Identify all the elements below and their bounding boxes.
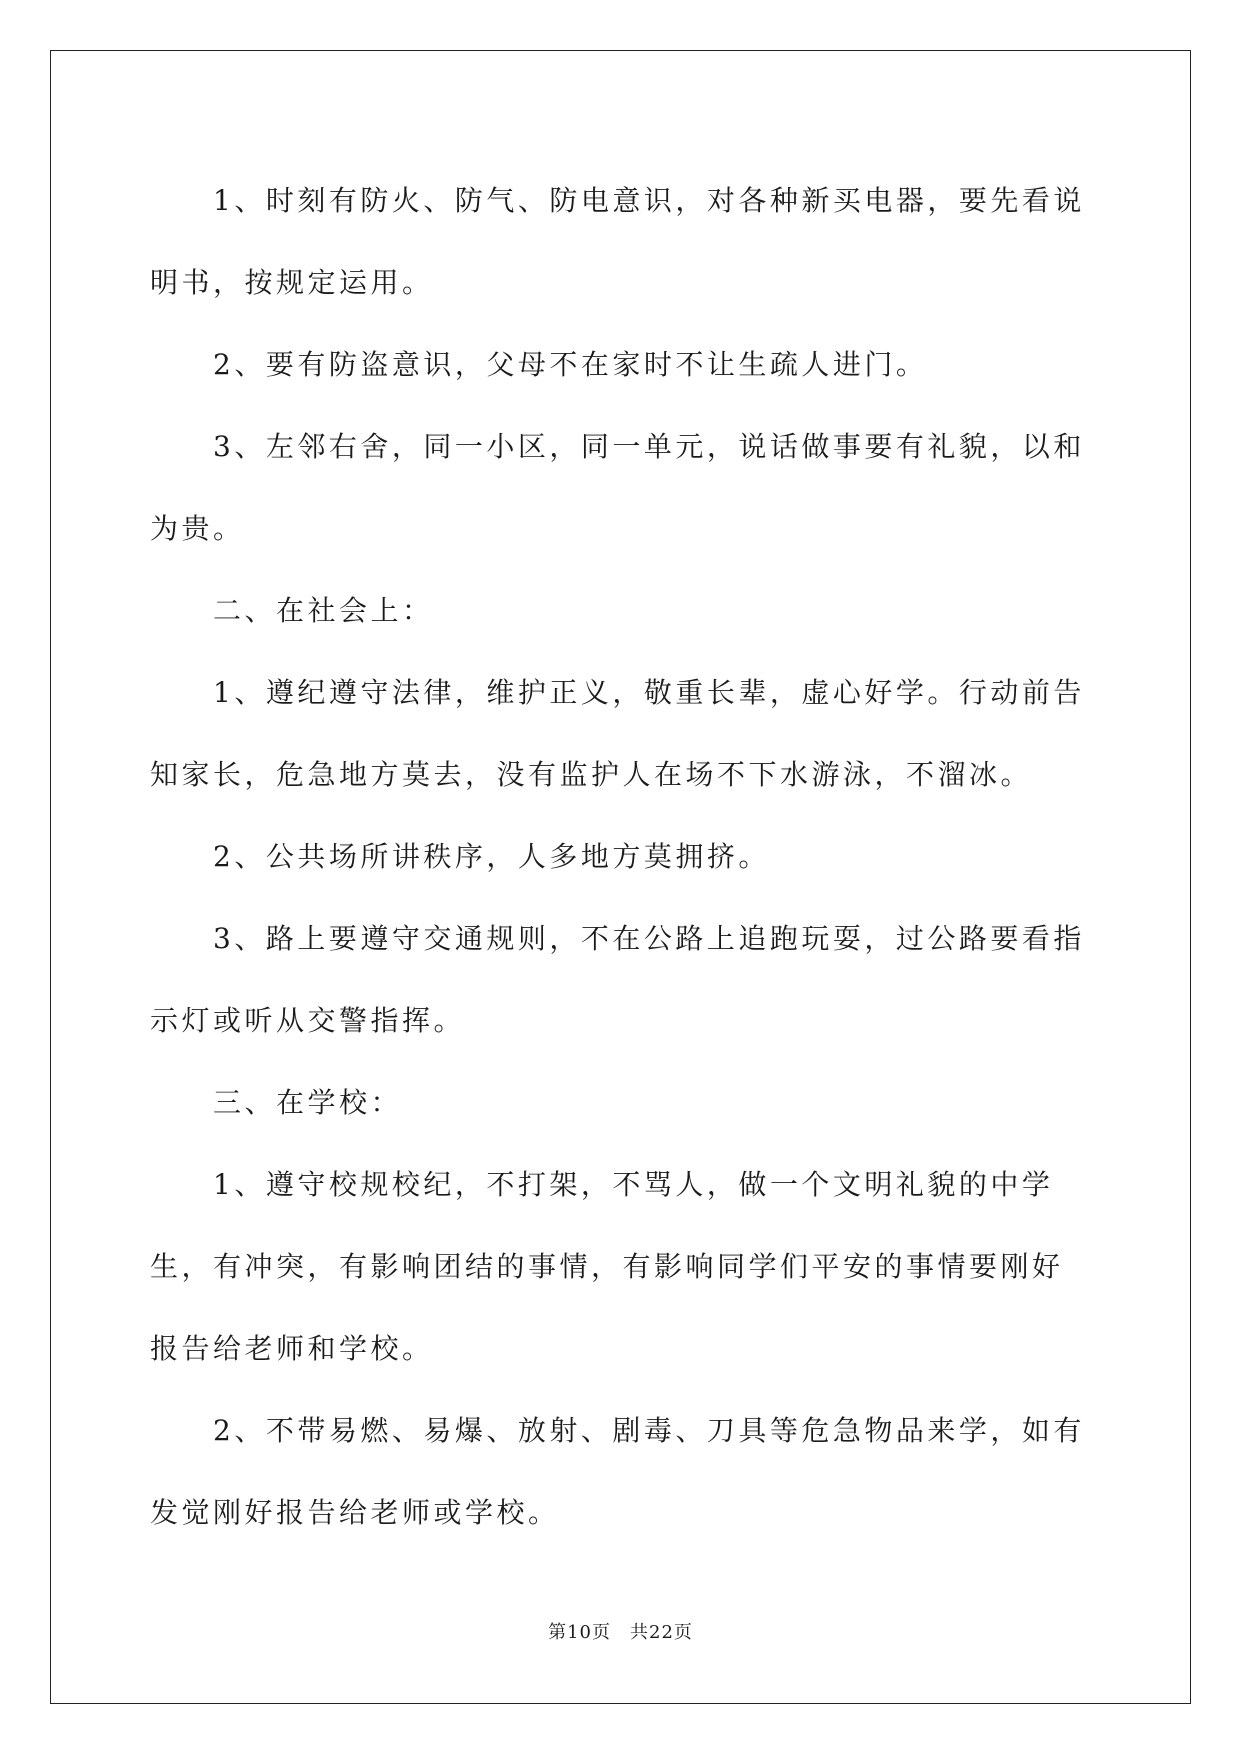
paragraph: 1、时刻有防火、防气、防电意识，对各种新买电器，要先看说明书，按规定运用。 [150, 184, 1085, 299]
paragraph: 1、遵纪遵守法律，维护正义，敬重长辈，虚心好学。行动前告知家长，危急地方莫去，没有监护人在场不下水游泳，不溜冰。 [150, 676, 1085, 791]
section-heading: 二、在社会上： [213, 594, 434, 627]
paragraph: 2、要有防盗意识，父母不在家时不让生疏人进门。 [213, 348, 928, 381]
paragraph: 3、路上要遵守交通规则，不在公路上追跑玩耍，过公路要看指示灯或听从交警指挥。 [150, 922, 1085, 1037]
document-body [150, 160, 1090, 1554]
paragraph: 2、不带易燃、易爆、放射、剧毒、刀具等危急物品来学，如有发觉刚好报告给老师或学校。 [150, 1414, 1085, 1529]
paragraph: 2、公共场所讲秩序，人多地方莫拥挤。 [213, 840, 770, 873]
section-heading: 三、在学校： [213, 1086, 403, 1119]
paragraph: 1、遵守校规校纪，不打架，不骂人，做一个文明礼貌的中学生，有冲突，有影响团结的事情，有影响同学们平安的事情要刚好报告给老师和学校。 [150, 1168, 1064, 1365]
paragraph: 3、左邻右舍，同一小区，同一单元，说话做事要有礼貌，以和为贵。 [150, 430, 1085, 545]
page-number-footer: 第10页 共22页 [548, 1622, 693, 1643]
